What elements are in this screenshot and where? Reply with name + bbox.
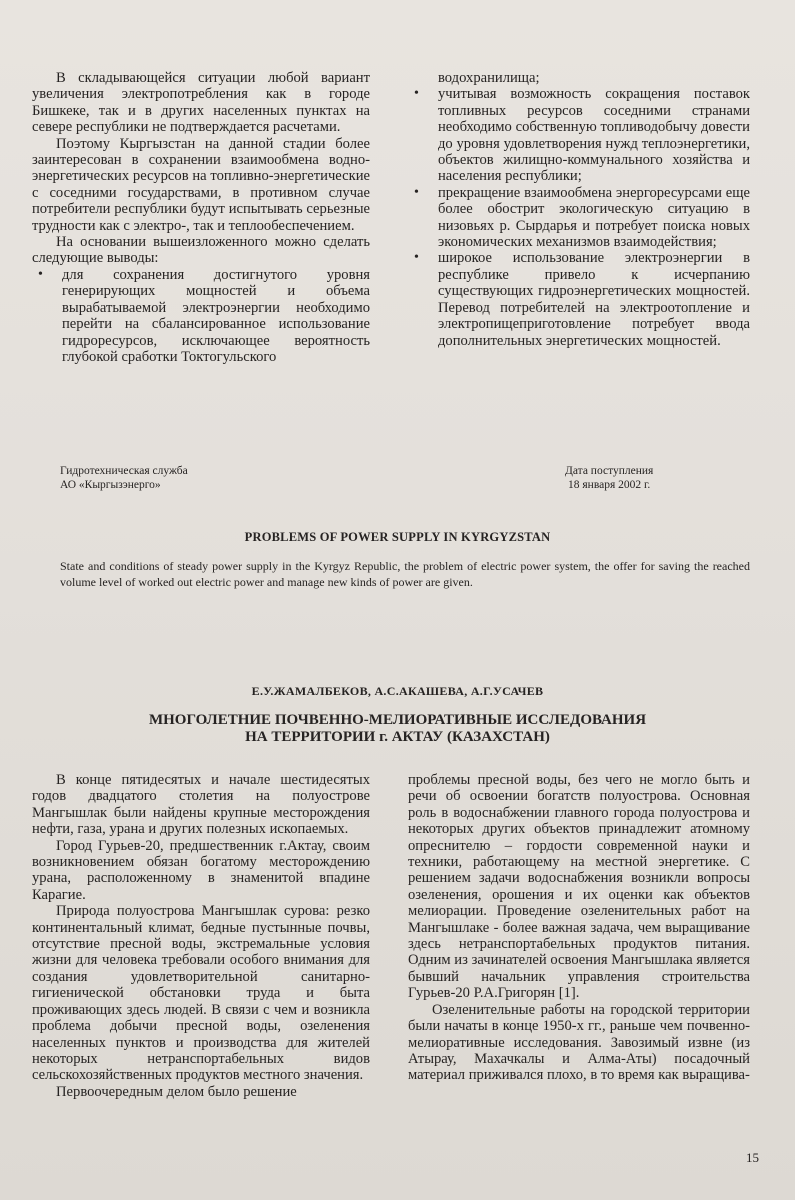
list-item: • для сохранения достигнутого уровня генерирующих мощностей и объема вырабатываемой электроэнергии необходимо перейти на сбалансированное использование гидроресурсов, исключающее вероятность глубокой сработки Токтогульского [32,267,370,365]
paragraph: Поэтому Кыргызстан на данной стадии более заинтересован в сохранении взаимообмена водно-энергетических ресурсов на топливно-энергетические с соседними государствами, в противном случае потребители республики будут испытывать серьезные трудности как с электро-, так и теплообеспечением. [32,135,370,234]
paragraph: Природа полуострова Мангышлак сурова: резко континентальный климат, бедные пустынные почвы, отсутствие пресной воды, экстремальные условия жизни для человека требовали особого внимания для создания удовлетворительной санитарно-гигиенической обстановки труда и быта проживающих здесь людей. В связи с чем и возникла проблема добычи пресной воды, озеленения населенных пунктов и производства для жителей некоторых нетранспортабельных видов сельскохозяйственных продуктов местного значения. [32,903,370,1084]
paragraph: Первоочередным делом было решение [56,1083,297,1100]
list-item: • широкое использование электроэнергии в республике привело к исчерпанию существующих гидроэнергетических мощностей. Перевод потребителей на электроотопление и электропищеприготовление потребует ввода дополнительных энергетических мощностей. [408,250,750,348]
paragraph: В складывающейся ситуации любой вариант увеличения электропотребления как в городе Бишкеке, так и в других населенных пунктах на севере республики не подтверждается расчетами. [32,70,370,136]
received-date [565,464,653,492]
article-authors: Е.У.ЖАМАЛБЕКОВ, А.С.АКАШЕВА, А.Г.УСАЧЕВ [251,684,544,698]
top-right-column [408,70,750,349]
article-title-line: НА ТЕРРИТОРИИ г. АКТАУ (КАЗАХСТАН) [245,729,550,745]
english-abstract: State and conditions of steady power supply in the Kyrgyz Republic, the problem of electric power system, the offer for saving the reached volume level of worked out electric power and manage new kinds of power are given. [60,559,750,589]
received-value: 18 января 2002 г. [568,479,651,491]
top-left-column [32,70,370,365]
article-title [0,712,795,746]
paragraph: В конце пятидесятых и начале шестидесятых годов двадцатого столетия на полуострове Мангышлак были найдены крупные месторождения нефти, газа, урана и других полезных ископаемых. [32,772,370,838]
paragraph-continuation: проблемы пресной воды, без чего не могло быть и речи об освоении богатств полуострова. Основная роль в водоснабжении главного города полуострова и некоторых других объектов принадлежит атомному опреснителю – гордости современной науки и техники, работающему на местной энергетике. С решением задачи водоснабжения возникли вопросы озеленения, орошения и их оценки как объектов мелиорации. Проведение озеленительных работ на Мангышлаке - более важная задача, чем выращивание здесь нетранспортабельных продуктов питания. Одним из зачинателей освоения Мангышлака является бывший начальник управления строительства Гурьев-20 Р.А.Григорян [1]. [408,772,750,1002]
paragraph: Город Гурьев-20, предшественник г.Актау, своим возникновением обязан богатому месторождению урана, расположенному в знаменитой впадине Карагие. [32,837,370,903]
affiliation-line: АО «Кыргызэнерго» [60,479,161,491]
list-item-continuation: водохранилища; [438,70,540,86]
list-item: • прекращение взаимообмена энергоресурсами еще более обострит экологическую ситуацию в низовьях р. Сырдарья и потребует поиска новых экономических механизмов взаимодействия; [408,185,750,251]
page-number: 15 [746,1150,759,1165]
paragraph: Озеленительные работы на городской территории были начаты в конце 1950-х гг., раньше чем почвенно-мелиоративные исследования. Завозимый извне (из Атырау, Махачкалы и Алма-Аты) посадочный материал приживался плохо, в то время как выращива- [408,1001,750,1084]
bottom-right-column [408,772,750,1084]
paragraph: На основании вышеизложенного можно сделать следующие выводы: [32,234,370,267]
conclusions-list-continued [408,86,750,349]
list-item: • учитывая возможность сокращения поставок топливных ресурсов соседними странами необходимо собственную топливодобычу довести до уровня удовлетворения нужд теплоэнергетики, объектов жилищно-коммунального хозяйства и населения республики; [408,86,750,184]
received-label: Дата поступления [565,465,654,477]
english-title: PROBLEMS OF POWER SUPPLY IN KYRGYZSTAN [244,530,551,544]
author-affiliation [60,464,188,492]
conclusions-list [32,267,370,365]
article-title-line: МНОГОЛЕТНИЕ ПОЧВЕННО-МЕЛИОРАТИВНЫЕ ИССЛЕДОВАНИЯ [148,712,647,728]
bottom-left-column [32,772,370,1100]
affiliation-line: Гидротехническая служба [60,465,188,477]
